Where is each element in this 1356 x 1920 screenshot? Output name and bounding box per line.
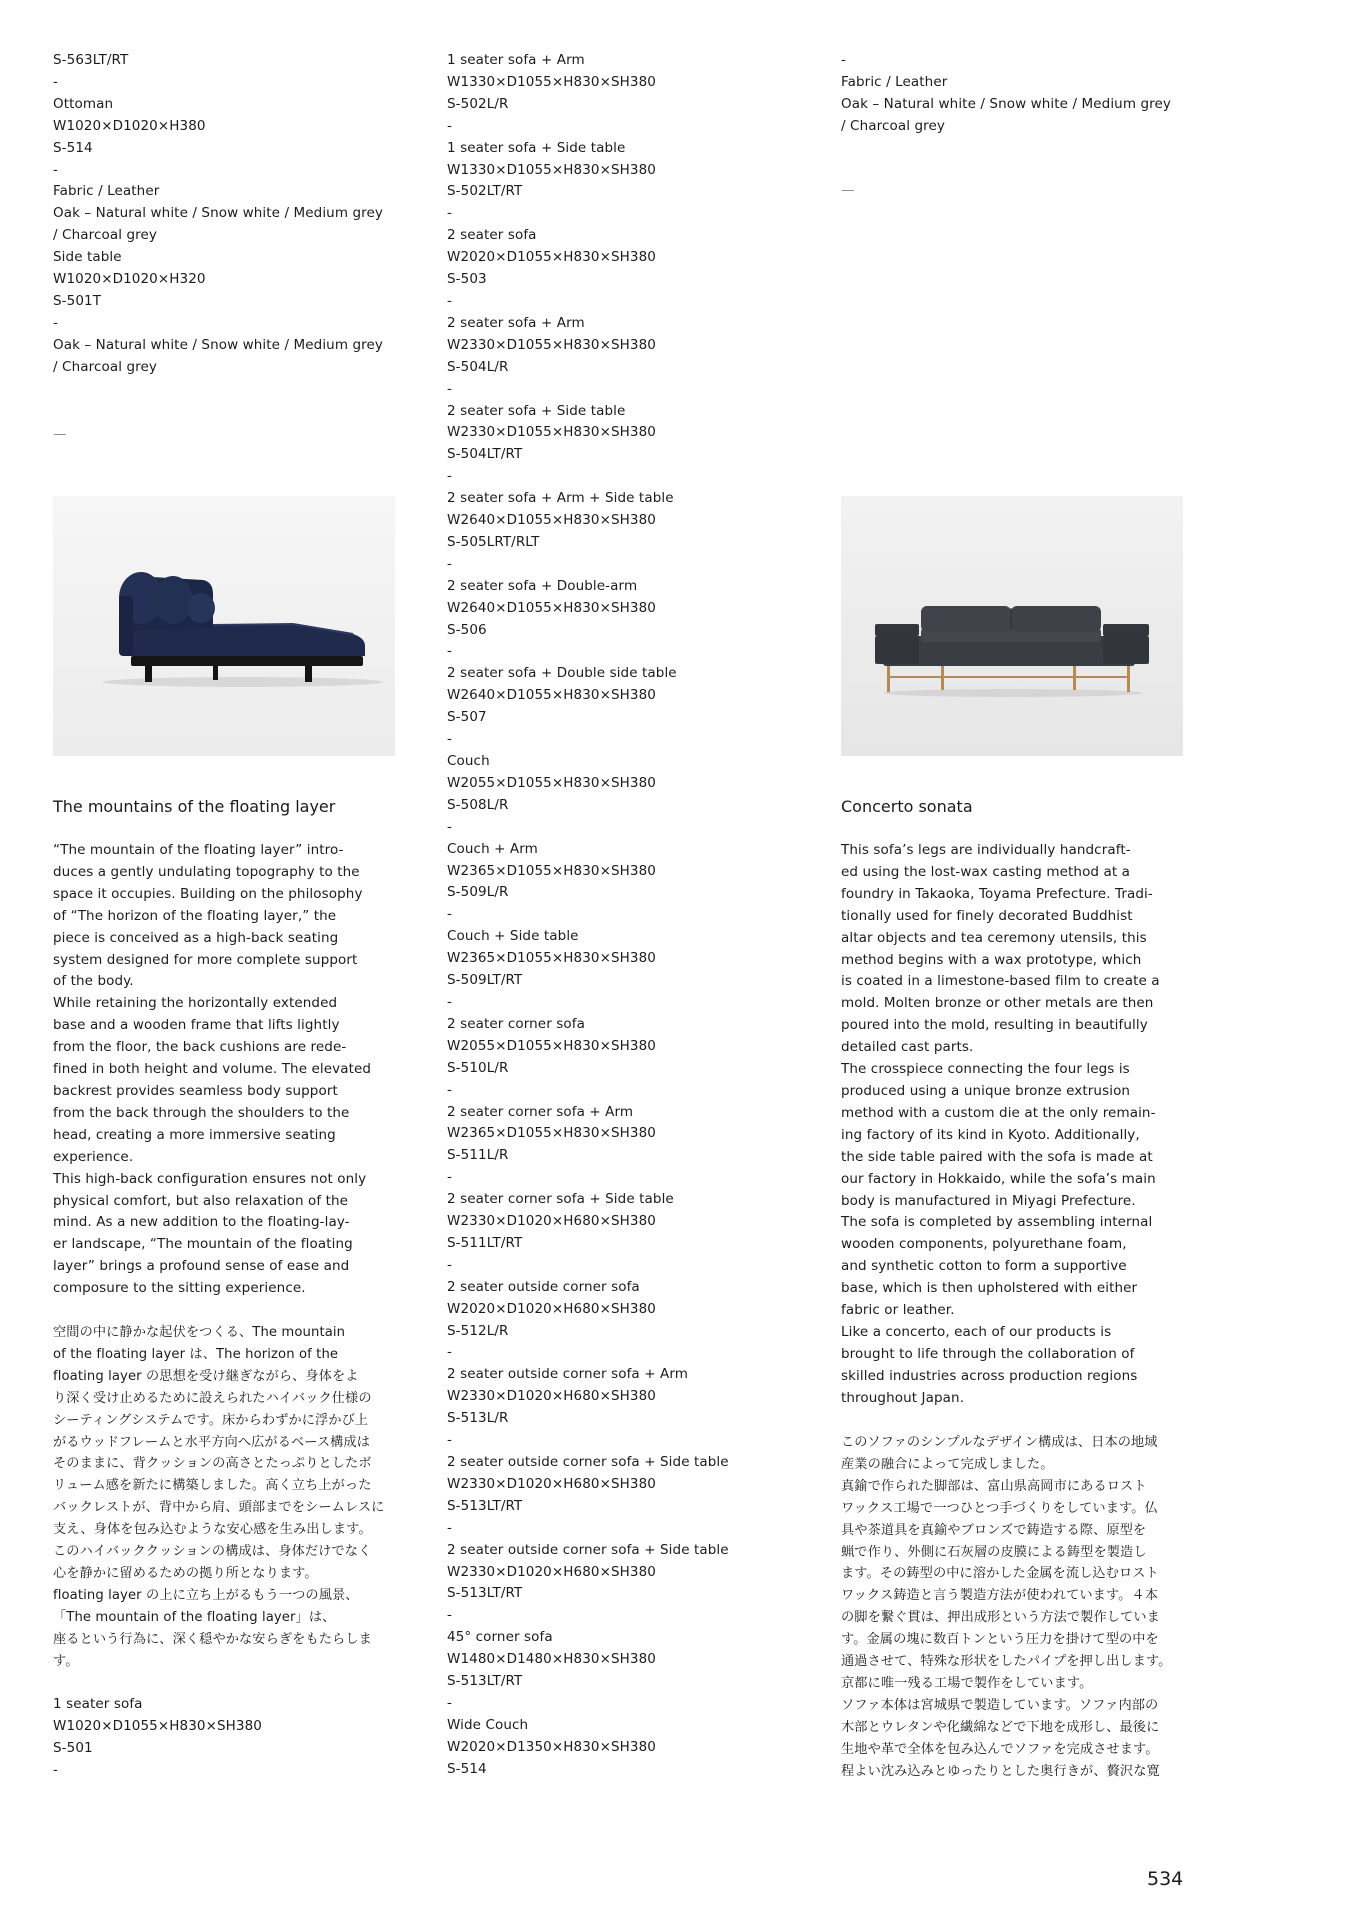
text-line: W2640×D1055×H830×SH380 bbox=[447, 512, 656, 529]
text-line: base and a wooden frame that lifts lightly bbox=[53, 1017, 340, 1034]
text-line: 2 seater corner sofa + Arm bbox=[447, 1103, 634, 1120]
text-line: detailed cast parts. bbox=[841, 1039, 974, 1056]
text-line: body is manufactured in Miyagi Prefecture. bbox=[841, 1192, 1136, 1209]
text-line: This sofa’s legs are individually handcraft- bbox=[841, 842, 1131, 858]
text-line: 具や茶道具を真鍮やブロンズで鋳造する際、原型を bbox=[841, 1522, 1147, 1538]
text-line: このソファのシンプルなデザイン構成は、日本の地域 bbox=[841, 1435, 1158, 1450]
text-line: method with a custom die at the only remain- bbox=[841, 1104, 1156, 1121]
text-line: “The mountain of the floating layer” intro- bbox=[53, 842, 344, 858]
column-left bbox=[53, 50, 398, 379]
text-line: 1 seater sofa bbox=[53, 1696, 143, 1712]
text-line: 2 seater sofa + Arm bbox=[447, 314, 585, 331]
text-line: シーティングシステムです。床からわずかに浮かび上 bbox=[53, 1412, 369, 1428]
text-line: S-504LT/RT bbox=[447, 446, 523, 463]
text-line: - bbox=[447, 1519, 452, 1536]
text-line: W1330×D1055×H830×SH380 bbox=[447, 73, 656, 90]
text-line: 2 seater sofa + Arm + Side table bbox=[447, 490, 674, 507]
text-line: 2 seater corner sofa bbox=[447, 1015, 585, 1032]
text-line: リューム感を新たに構築しました。高く立ち上がった bbox=[53, 1478, 372, 1494]
text-line: - bbox=[447, 1344, 452, 1361]
product-photo-concerto-sonata bbox=[841, 496, 1183, 756]
text-line: ワックス鋳造と言う製造方法が使われています。４本 bbox=[841, 1588, 1159, 1604]
section-divider: — bbox=[841, 182, 855, 198]
text-line: floating layer の上に立ち上がるもう一つの風景、 bbox=[53, 1587, 359, 1603]
text-line: brought to life through the collaboration of bbox=[841, 1345, 1135, 1362]
text-line: system designed for more complete support bbox=[53, 951, 358, 968]
text-line: Ottoman bbox=[53, 95, 114, 112]
text-line: mind. As a new addition to the floating-lay- bbox=[53, 1214, 350, 1231]
text-line: tionally used for finely decorated Buddhist bbox=[841, 907, 1133, 924]
text-line: S-513LT/RT bbox=[447, 1497, 523, 1514]
text-line: / Charcoal grey bbox=[841, 117, 945, 134]
text-line: 2 seater corner sofa + Side table bbox=[447, 1191, 674, 1208]
text-line: floating layer の思想を受け継ぎながら、身体をよ bbox=[53, 1368, 359, 1384]
text-line: of “The horizon of the floating layer,” the bbox=[53, 907, 337, 924]
text-line: Oak – Natural white / Snow white / Medium grey bbox=[53, 336, 383, 353]
text-line: from the back through the shoulders to the bbox=[53, 1104, 350, 1121]
text-line: W2055×D1055×H830×SH380 bbox=[447, 1037, 656, 1054]
text-line: Couch + Side table bbox=[447, 928, 579, 945]
text-line: W2330×D1020×H680×SH380 bbox=[447, 1213, 656, 1230]
text-line: W2020×D1350×H830×SH380 bbox=[447, 1738, 656, 1755]
column-right bbox=[841, 50, 1186, 138]
text-line: S-514 bbox=[447, 1760, 487, 1777]
text-line: 蝋で作り、外側に石灰層の皮膜による鋳型を製造し bbox=[841, 1544, 1147, 1560]
text-line: Like a concerto, each of our products is bbox=[841, 1323, 1112, 1340]
text-line: W2055×D1055×H830×SH380 bbox=[447, 774, 656, 791]
text-line: 心を静かに留めるための拠り所となります。 bbox=[53, 1565, 318, 1581]
column-middle-spec-list bbox=[447, 50, 792, 1781]
section-divider: — bbox=[53, 426, 67, 442]
text-line: S-507 bbox=[447, 709, 487, 726]
text-line: - bbox=[841, 52, 846, 68]
text-line: our factory in Hokkaido, while the sofa’s main bbox=[841, 1170, 1156, 1187]
text-line: Fabric / Leather bbox=[53, 183, 160, 200]
text-line: W2330×D1055×H830×SH380 bbox=[447, 424, 656, 441]
text-line: 空間の中に静かな起伏をつくる、The mountain bbox=[53, 1325, 346, 1340]
text-line: 2 seater outside corner sofa bbox=[447, 1278, 640, 1295]
text-line: is coated in a limestone-based film to create a bbox=[841, 973, 1160, 990]
text-line: S-506 bbox=[447, 621, 487, 638]
text-line: The crosspiece connecting the four legs is bbox=[841, 1061, 1130, 1078]
text-line: - bbox=[447, 818, 452, 835]
text-line: 真鍮で作られた脚部は、富山県高岡市にあるロスト bbox=[841, 1478, 1147, 1494]
text-line: 1 seater sofa + Arm bbox=[447, 52, 585, 68]
text-line: - bbox=[447, 1694, 452, 1711]
text-line: of the body. bbox=[53, 973, 134, 990]
description-jp bbox=[53, 1322, 395, 1673]
text-line: S-502LT/RT bbox=[447, 183, 523, 200]
text-line: poured into the mold, resulting in beautifully bbox=[841, 1017, 1148, 1034]
text-line: W2330×D1020×H680×SH380 bbox=[447, 1563, 656, 1580]
text-line: S-512L/R bbox=[447, 1322, 509, 1339]
text-line: Couch + Arm bbox=[447, 840, 538, 857]
text-line: り深く受け止めるために設えられたハイバック仕様の bbox=[53, 1390, 372, 1406]
text-line: W2365×D1055×H830×SH380 bbox=[447, 862, 656, 879]
text-line: - bbox=[447, 1081, 452, 1098]
text-line: S-504L/R bbox=[447, 358, 509, 375]
text-line: 45° corner sofa bbox=[447, 1629, 553, 1646]
text-line: W2640×D1055×H830×SH380 bbox=[447, 687, 656, 704]
text-line: / Charcoal grey bbox=[53, 358, 157, 375]
text-line: W1020×D1020×H380 bbox=[53, 117, 206, 134]
text-line: 木部とウレタンや化繊綿などで下地を成形し、最後に bbox=[841, 1719, 1160, 1735]
text-line: - bbox=[447, 1607, 452, 1624]
text-line: skilled industries across production regions bbox=[841, 1367, 1138, 1384]
text-line: S-509LT/RT bbox=[447, 972, 523, 989]
text-line: す。金属の塊に数百トンという圧力を掛けて型の中を bbox=[841, 1632, 1159, 1648]
text-line: of the floating layer は、The horizon of the bbox=[53, 1346, 339, 1362]
text-line: S-513L/R bbox=[447, 1410, 509, 1427]
spec-list bbox=[53, 1694, 395, 1782]
text-line: - bbox=[53, 73, 58, 90]
text-line: altar objects and tea ceremony utensils, this bbox=[841, 929, 1147, 946]
text-line: fabric or leather. bbox=[841, 1302, 955, 1319]
text-line: - bbox=[53, 161, 58, 178]
text-line: 2 seater sofa + Double side table bbox=[447, 665, 677, 682]
text-line: 1 seater sofa + Side table bbox=[447, 139, 626, 156]
text-line: W2365×D1055×H830×SH380 bbox=[447, 950, 656, 967]
text-line: layer” brings a profound sense of ease and bbox=[53, 1258, 350, 1275]
section-heading: Concerto sonata bbox=[841, 797, 973, 816]
text-line: produced using a unique bronze extrusion bbox=[841, 1082, 1131, 1099]
text-line: S-501T bbox=[53, 292, 102, 309]
text-line: and synthetic cotton to form a supportive bbox=[841, 1258, 1127, 1275]
text-line: S-503 bbox=[447, 271, 487, 288]
text-line: 通過させて、特殊な形状をしたパイプを押し出します。 bbox=[841, 1654, 1172, 1670]
text-line: - bbox=[447, 117, 452, 134]
text-line: er landscape, “The mountain of the floating bbox=[53, 1236, 353, 1253]
text-line: S-511LT/RT bbox=[447, 1234, 523, 1251]
text-line: W2640×D1055×H830×SH380 bbox=[447, 599, 656, 616]
text-line: す。 bbox=[53, 1653, 79, 1669]
text-line: / Charcoal grey bbox=[53, 227, 157, 244]
text-line: S-510L/R bbox=[447, 1059, 509, 1076]
text-line: Side table bbox=[53, 249, 122, 266]
text-line: 2 seater sofa bbox=[447, 227, 537, 244]
text-line: W1020×D1055×H830×SH380 bbox=[53, 1717, 262, 1734]
text-line: W2330×D1055×H830×SH380 bbox=[447, 336, 656, 353]
text-line: W2330×D1020×H680×SH380 bbox=[447, 1388, 656, 1405]
text-line: Couch bbox=[447, 753, 490, 769]
text-line: - bbox=[53, 314, 58, 331]
text-line: ます。その鋳型の中に溶かした金属を流し込むロスト bbox=[841, 1566, 1159, 1582]
text-line: - bbox=[447, 993, 452, 1010]
text-line: ed using the lost-wax casting method at a bbox=[841, 863, 1131, 880]
text-line: W2330×D1020×H680×SH380 bbox=[447, 1475, 656, 1492]
description-jp bbox=[841, 1432, 1183, 1783]
text-line: While retaining the horizontally extended bbox=[53, 995, 338, 1012]
text-line: mold. Molten bronze or other metals are then bbox=[841, 995, 1154, 1012]
text-line: 2 seater outside corner sofa + Side table bbox=[447, 1541, 729, 1558]
text-line: 2 seater outside corner sofa + Arm bbox=[447, 1366, 689, 1383]
text-line: S-513LT/RT bbox=[447, 1585, 523, 1602]
text-line: がるウッドフレームと水平方向へ広がるベース構成は bbox=[53, 1434, 371, 1450]
text-line: space it occupies. Building on the philosophy bbox=[53, 885, 363, 902]
page-number: 534 bbox=[1147, 1868, 1184, 1890]
text-line: 2 seater sofa + Double-arm bbox=[447, 577, 638, 594]
text-line: Oak – Natural white / Snow white / Medium grey bbox=[841, 95, 1171, 112]
text-line: - bbox=[447, 555, 452, 572]
text-line: - bbox=[447, 1169, 452, 1186]
text-line: S-563LT/RT bbox=[53, 52, 129, 68]
text-line: wooden components, polyurethane foam, bbox=[841, 1236, 1127, 1253]
text-line: foundry in Takaoka, Toyama Prefecture. Tradi- bbox=[841, 885, 1153, 902]
text-line: Wide Couch bbox=[447, 1716, 529, 1733]
text-line: の脚を繋ぐ貫は、押出成形という方法で製作していま bbox=[841, 1610, 1160, 1626]
text-line: S-501 bbox=[53, 1739, 93, 1756]
text-line: throughout Japan. bbox=[841, 1389, 965, 1406]
text-line: fined in both height and volume. The elevated bbox=[53, 1061, 372, 1078]
description-en bbox=[53, 840, 395, 1300]
text-line: - bbox=[447, 468, 452, 485]
text-line: physical comfort, but also relaxation of the bbox=[53, 1192, 349, 1209]
text-line: 程よい沈み込みとゆったりとした奥行きが、贅沢な寛 bbox=[841, 1763, 1160, 1779]
text-line: S-508L/R bbox=[447, 796, 509, 813]
text-line: 2 seater sofa + Side table bbox=[447, 402, 626, 419]
text-line: - bbox=[447, 380, 452, 397]
text-line: このハイバッククッションの構成は、身体だけでなく bbox=[53, 1544, 372, 1560]
text-line: The sofa is completed by assembling internal bbox=[841, 1214, 1153, 1231]
text-line: W2020×D1055×H830×SH380 bbox=[447, 249, 656, 266]
text-line: 2 seater outside corner sofa + Side table bbox=[447, 1454, 729, 1470]
text-line: S-511L/R bbox=[447, 1147, 509, 1164]
text-line: S-509L/R bbox=[447, 884, 509, 901]
product-photo-mountains-floating-layer bbox=[53, 496, 395, 756]
text-line: Fabric / Leather bbox=[841, 73, 948, 90]
text-line: ワックス工場で一つひとつ手づくりをしています。仏 bbox=[841, 1500, 1158, 1516]
text-line: the side table paired with the sofa is made at bbox=[841, 1148, 1153, 1165]
text-line: - bbox=[447, 643, 452, 660]
text-line: W1020×D1020×H320 bbox=[53, 271, 206, 288]
text-line: - bbox=[447, 731, 452, 748]
text-line: base, which is then upholstered with either bbox=[841, 1280, 1138, 1297]
text-line: piece is conceived as a high-back seating bbox=[53, 929, 339, 946]
text-line: 座るという行為に、深く穏やかな安らぎをもたらしま bbox=[53, 1631, 372, 1647]
text-line: W1480×D1480×H830×SH380 bbox=[447, 1651, 656, 1668]
text-line: ing factory of its kind in Kyoto. Additionally, bbox=[841, 1126, 1140, 1143]
text-line: composure to the sitting experience. bbox=[53, 1280, 306, 1297]
text-line: - bbox=[447, 1256, 452, 1273]
text-line: 「The mountain of the floating layer」は、 bbox=[53, 1609, 336, 1625]
text-line: 生地や革で全体を包み込んでソファを完成させます。 bbox=[841, 1741, 1159, 1757]
text-line: - bbox=[447, 205, 452, 222]
text-line: 支え、身体を包み込むような安心感を生み出します。 bbox=[53, 1522, 372, 1538]
text-line: - bbox=[447, 906, 452, 923]
text-line: Oak – Natural white / Snow white / Medium grey bbox=[53, 205, 383, 222]
text-line: - bbox=[447, 1432, 452, 1449]
text-line: S-502L/R bbox=[447, 95, 509, 112]
text-line: head, creating a more immersive seating bbox=[53, 1126, 336, 1143]
text-line: duces a gently undulating topography to the bbox=[53, 863, 360, 880]
text-line: バックレストが、背中から肩、頭部までをシームレスに bbox=[53, 1500, 385, 1516]
text-line: W2020×D1020×H680×SH380 bbox=[447, 1300, 656, 1317]
text-line: from the floor, the back cushions are rede- bbox=[53, 1039, 347, 1056]
text-line: W1330×D1055×H830×SH380 bbox=[447, 161, 656, 178]
text-line: S-513LT/RT bbox=[447, 1673, 523, 1690]
text-line: This high-back configuration ensures not only bbox=[53, 1170, 367, 1187]
text-line: S-514 bbox=[53, 139, 93, 156]
text-line: ソファ本体は宮城県で製造しています。ソファ内部の bbox=[841, 1697, 1159, 1713]
description-en bbox=[841, 840, 1183, 1410]
text-line: そのままに、背クッションの高さとたっぷりとしたボ bbox=[53, 1456, 372, 1472]
text-line: 産業の融合によって完成しました。 bbox=[841, 1456, 1054, 1472]
section-heading: The mountains of the floating layer bbox=[53, 797, 336, 816]
text-line: experience. bbox=[53, 1148, 134, 1165]
text-line: - bbox=[53, 1761, 58, 1778]
text-line: backrest provides seamless body support bbox=[53, 1082, 338, 1099]
text-line: 京都に唯一残る工場で製作をしています。 bbox=[841, 1675, 1093, 1691]
text-line: method begins with a wax prototype, which bbox=[841, 951, 1142, 968]
text-line: S-505LRT/RLT bbox=[447, 533, 540, 550]
text-line: W2365×D1055×H830×SH380 bbox=[447, 1125, 656, 1142]
text-line: - bbox=[447, 292, 452, 309]
